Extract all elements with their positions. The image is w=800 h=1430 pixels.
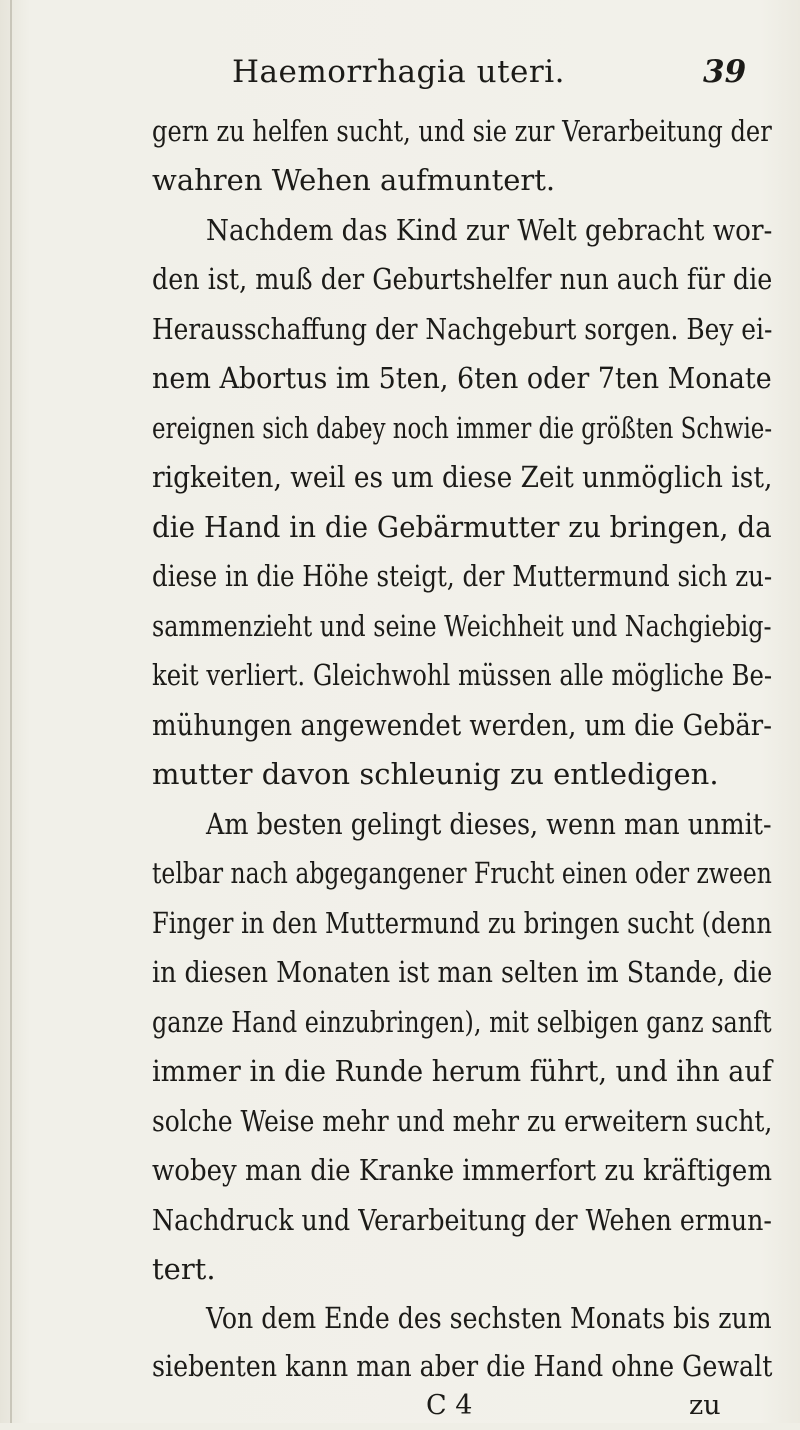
signature-mark: C 4 [426, 1390, 473, 1421]
catchword: zu [689, 1390, 721, 1421]
text-line: ereignen sich dabey noch immer die größten Schwie- [152, 411, 773, 445]
text-line: in diesen Monaten ist man selten im Stande, die [152, 955, 773, 989]
text-line: Nachdem das Kind zur Welt gebracht wor- [206, 213, 773, 247]
page-header [0, 40, 800, 100]
text-line: ganze Hand einzubringen), mit selbigen ganz sanft [152, 1005, 772, 1039]
text-line: wobey man die Kranke immerfort zu kräftigem [152, 1153, 773, 1187]
text-line: immer in die Runde herum führt, und ihn auf [152, 1054, 772, 1088]
text-line: gern zu helfen sucht, und sie zur Verarbeitung der [152, 114, 772, 148]
text-line: mühungen angewendet werden, um die Gebär- [152, 708, 772, 742]
running-head: Haemorrhagia uteri. [232, 54, 565, 90]
binding-edge [10, 0, 12, 1423]
text-line: Am besten gelingt dieses, wenn man unmit- [206, 807, 772, 841]
text-line: keit verliert. Gleichwohl müssen alle mögliche Be- [152, 658, 773, 692]
text-line: wahren Wehen aufmuntert. [152, 163, 556, 197]
page-number: 39 [703, 54, 747, 90]
text-line: Von dem Ende des sechsten Monats bis zum [206, 1301, 772, 1335]
text-line: diese in die Höhe steigt, der Muttermund sich zu- [152, 559, 773, 593]
text-line: siebenten kann man aber die Hand ohne Gewalt [152, 1349, 773, 1383]
text-line: nem Abortus im 5ten, 6ten oder 7ten Monate [152, 361, 772, 395]
text-line: solche Weise mehr und mehr zu erweitern sucht, [152, 1104, 773, 1138]
text-line: mutter davon schleunig zu entledigen. [152, 757, 719, 791]
text-line: den ist, muß der Geburtshelfer nun auch für die [152, 262, 773, 296]
text-line: die Hand in die Gebärmutter zu bringen, da [152, 510, 772, 544]
text-line: rigkeiten, weil es um diese Zeit unmöglich ist, [152, 460, 773, 494]
text-line: tert. [152, 1252, 216, 1286]
text-line: Finger in den Muttermund zu bringen sucht (denn [152, 906, 772, 940]
text-line: telbar nach abgegangener Frucht einen oder zween [152, 856, 772, 890]
text-line: Nachdruck und Verarbeitung der Wehen ermun- [152, 1203, 772, 1237]
text-line: sammenzieht und seine Weichheit und Nachgiebig- [152, 609, 772, 643]
text-line: Herausschaffung der Nachgeburt sorgen. Bey ei- [152, 312, 773, 346]
page-footer [0, 1390, 800, 1430]
